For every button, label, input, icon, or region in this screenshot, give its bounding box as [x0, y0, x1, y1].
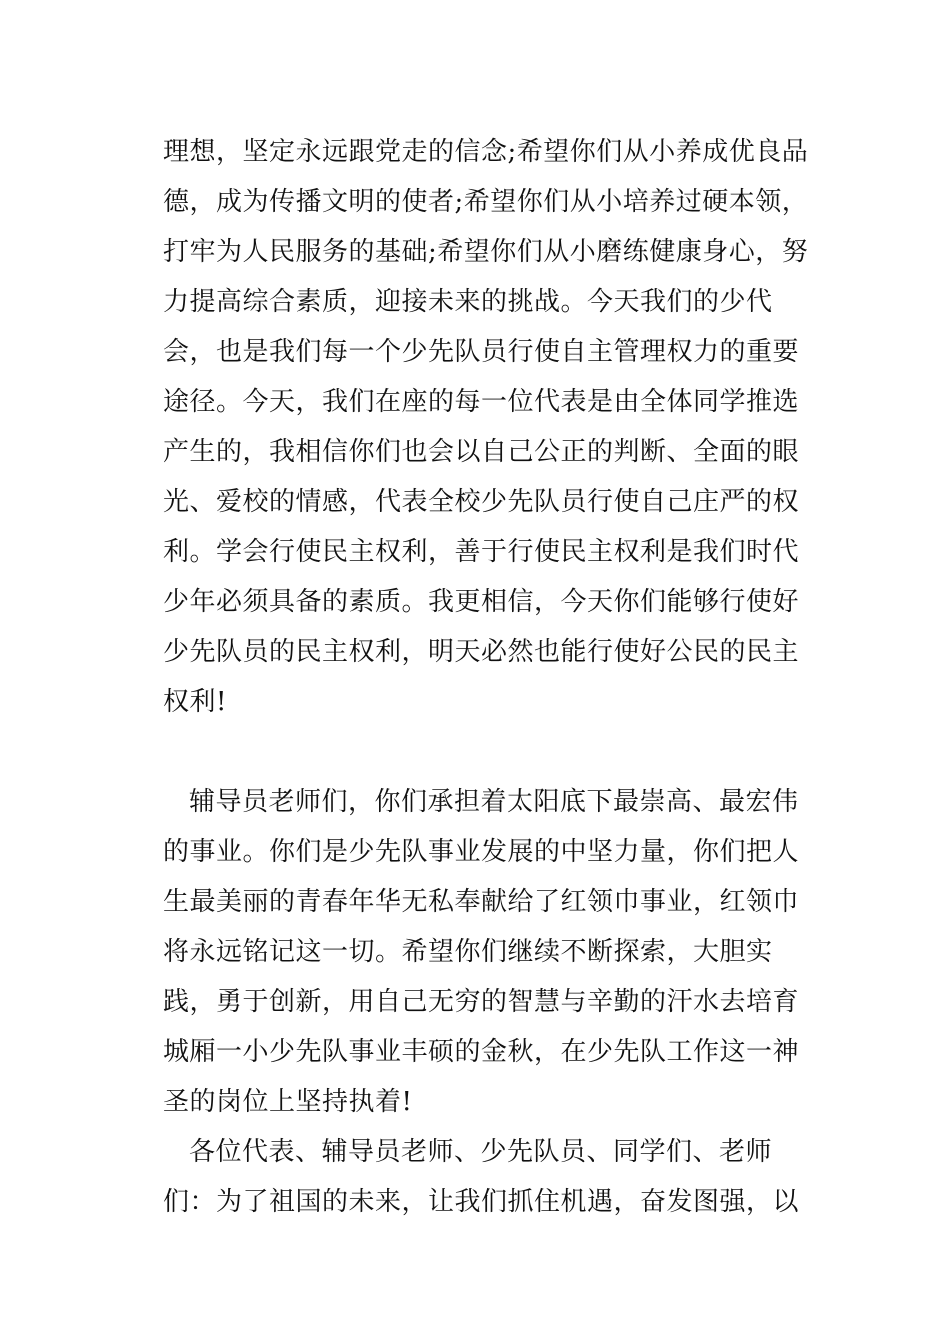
text-line: 产生的，我相信你们也会以自己公正的判断、全面的眼 [163, 437, 800, 467]
text-line: 将永远铭记这一切。希望你们继续不断探索，大胆实 [163, 937, 773, 967]
text-line: 理想，坚定永远跟党走的信念;希望你们从小养成优良品 [163, 137, 809, 167]
text-line: 打牢为人民服务的基础;希望你们从小磨练健康身心，努 [163, 237, 809, 267]
text-line: 途径。今天，我们在座的每一位代表是由全体同学推选 [163, 387, 800, 417]
text-line: 的事业。你们是少先队事业发展的中坚力量，你们把人 [163, 837, 800, 867]
text-line: 光、爱校的情感，代表全校少先队员行使自己庄严的权 [163, 487, 800, 517]
text-line: 城厢一小少先队事业丰硕的金秋，在少先队工作这一神 [163, 1037, 800, 1067]
text-line: 各位代表、辅导员老师、少先队员、同学们、老师 [189, 1137, 773, 1167]
text-line: 践，勇于创新，用自己无穷的智慧与辛勤的汗水去培育 [163, 987, 800, 1017]
text-line: 圣的岗位上坚持执着! [163, 1087, 413, 1117]
text-line: 力提高综合素质，迎接未来的挑战。今天我们的少代 [163, 287, 773, 317]
text-line: 少年必须具备的素质。我更相信，今天你们能够行使好 [163, 587, 800, 617]
text-line: 少先队员的民主权利，明天必然也能行使好公民的民主 [163, 637, 800, 667]
text-line: 辅导员老师们，你们承担着太阳底下最崇高、最宏伟 [189, 787, 799, 817]
text-line: 德，成为传播文明的使者;希望你们从小培养过硬本领， [163, 187, 809, 217]
text-line: 生最美丽的青春年华无私奉献给了红领巾事业，红领巾 [163, 887, 800, 917]
text-line: 权利! [163, 687, 227, 717]
text-line: 利。学会行使民主权利，善于行使民主权利是我们时代 [163, 537, 800, 567]
text-line: 会，也是我们每一个少先队员行使自主管理权力的重要 [163, 337, 800, 367]
text-line: 们：为了祖国的未来，让我们抓住机遇，奋发图强，以 [163, 1187, 800, 1217]
